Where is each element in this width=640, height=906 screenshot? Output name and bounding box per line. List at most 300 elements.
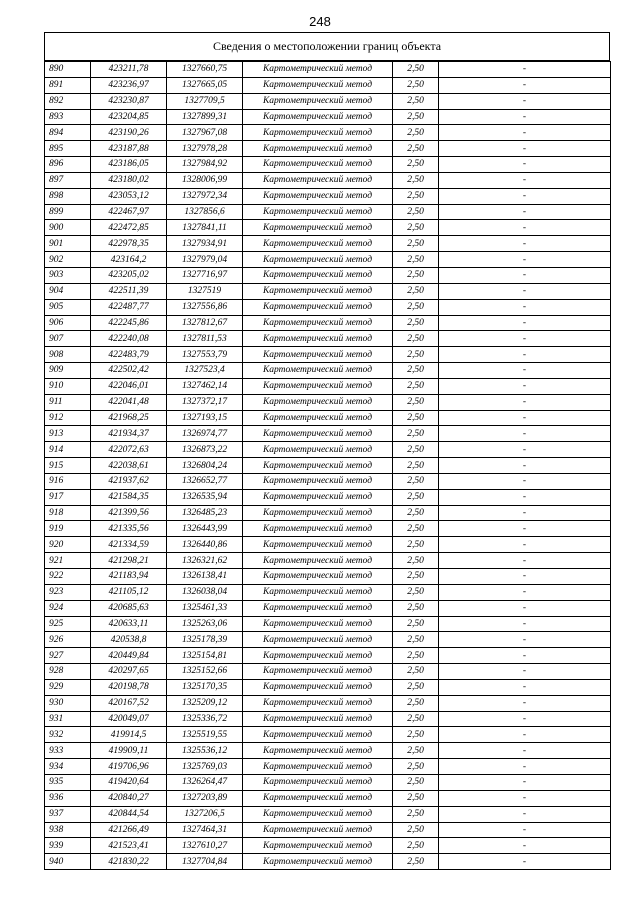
x-coordinate-cell: 420049,07 [91,711,167,727]
x-coordinate-cell: 423211,78 [91,62,167,78]
x-coordinate-cell: 421399,56 [91,505,167,521]
point-number-cell: 923 [45,584,91,600]
y-coordinate-cell: 1327372,17 [167,394,243,410]
method-cell: Картометрический метод [243,774,393,790]
y-coordinate-cell: 1326440,86 [167,537,243,553]
point-number-cell: 916 [45,473,91,489]
y-coordinate-cell: 1326485,23 [167,505,243,521]
description-cell: - [439,838,611,854]
description-cell: - [439,854,611,870]
point-number-cell: 933 [45,743,91,759]
x-coordinate-cell: 423190,26 [91,125,167,141]
y-coordinate-cell: 1327519 [167,283,243,299]
description-cell: - [439,584,611,600]
point-number-cell: 898 [45,188,91,204]
table-row [45,299,611,315]
accuracy-cell: 2,50 [393,806,439,822]
accuracy-cell: 2,50 [393,743,439,759]
accuracy-cell: 2,50 [393,267,439,283]
y-coordinate-cell: 1326038,04 [167,584,243,600]
table-row [45,822,611,838]
x-coordinate-cell: 420449,84 [91,648,167,664]
table-row [45,410,611,426]
description-cell: - [439,505,611,521]
y-coordinate-cell: 1326873,22 [167,442,243,458]
description-cell: - [439,616,611,632]
y-coordinate-cell: 1325461,33 [167,600,243,616]
method-cell: Картометрический метод [243,553,393,569]
description-cell: - [439,442,611,458]
method-cell: Картометрический метод [243,331,393,347]
table-row [45,664,611,680]
method-cell: Картометрический метод [243,695,393,711]
point-number-cell: 922 [45,569,91,585]
accuracy-cell: 2,50 [393,854,439,870]
table-row [45,347,611,363]
point-number-cell: 928 [45,664,91,680]
method-cell: Картометрический метод [243,125,393,141]
table-body [45,62,611,870]
y-coordinate-cell: 1327899,31 [167,109,243,125]
accuracy-cell: 2,50 [393,838,439,854]
accuracy-cell: 2,50 [393,252,439,268]
accuracy-cell: 2,50 [393,616,439,632]
y-coordinate-cell: 1327553,79 [167,347,243,363]
method-cell: Картометрический метод [243,410,393,426]
table-row [45,616,611,632]
method-cell: Картометрический метод [243,759,393,775]
table-row [45,774,611,790]
point-number-cell: 927 [45,648,91,664]
y-coordinate-cell: 1327856,6 [167,204,243,220]
table-row [45,473,611,489]
x-coordinate-cell: 423204,85 [91,109,167,125]
x-coordinate-cell: 420633,11 [91,616,167,632]
point-number-cell: 940 [45,854,91,870]
table-row [45,743,611,759]
boundary-coordinates-table [44,61,611,870]
point-number-cell: 905 [45,299,91,315]
table-row [45,442,611,458]
point-number-cell: 892 [45,93,91,109]
table-row [45,141,611,157]
method-cell: Картометрический метод [243,489,393,505]
y-coordinate-cell: 1326443,99 [167,521,243,537]
method-cell: Картометрический метод [243,600,393,616]
description-cell: - [439,426,611,442]
accuracy-cell: 2,50 [393,299,439,315]
table-row [45,77,611,93]
x-coordinate-cell: 423230,87 [91,93,167,109]
method-cell: Картометрический метод [243,378,393,394]
y-coordinate-cell: 1327462,14 [167,378,243,394]
method-cell: Картометрический метод [243,727,393,743]
accuracy-cell: 2,50 [393,442,439,458]
description-cell: - [439,172,611,188]
point-number-cell: 918 [45,505,91,521]
table-row [45,489,611,505]
method-cell: Картометрический метод [243,204,393,220]
table-row [45,727,611,743]
y-coordinate-cell: 1325209,12 [167,695,243,711]
table-row [45,679,611,695]
accuracy-cell: 2,50 [393,363,439,379]
x-coordinate-cell: 423236,97 [91,77,167,93]
method-cell: Картометрический метод [243,109,393,125]
method-cell: Картометрический метод [243,426,393,442]
accuracy-cell: 2,50 [393,172,439,188]
x-coordinate-cell: 421334,59 [91,537,167,553]
point-number-cell: 907 [45,331,91,347]
table-row [45,331,611,347]
method-cell: Картометрический метод [243,569,393,585]
accuracy-cell: 2,50 [393,426,439,442]
method-cell: Картометрический метод [243,220,393,236]
accuracy-cell: 2,50 [393,759,439,775]
x-coordinate-cell: 419914,5 [91,727,167,743]
description-cell: - [439,252,611,268]
method-cell: Картометрический метод [243,252,393,268]
table-row [45,220,611,236]
description-cell: - [439,458,611,474]
accuracy-cell: 2,50 [393,648,439,664]
accuracy-cell: 2,50 [393,679,439,695]
x-coordinate-cell: 422046,01 [91,378,167,394]
y-coordinate-cell: 1327984,92 [167,157,243,173]
description-cell: - [439,125,611,141]
x-coordinate-cell: 422483,79 [91,347,167,363]
x-coordinate-cell: 420844,54 [91,806,167,822]
accuracy-cell: 2,50 [393,204,439,220]
table-row [45,125,611,141]
method-cell: Картометрический метод [243,157,393,173]
method-cell: Картометрический метод [243,711,393,727]
method-cell: Картометрический метод [243,347,393,363]
description-cell: - [439,822,611,838]
table-row [45,648,611,664]
method-cell: Картометрический метод [243,664,393,680]
y-coordinate-cell: 1326535,94 [167,489,243,505]
accuracy-cell: 2,50 [393,315,439,331]
point-number-cell: 906 [45,315,91,331]
table-row [45,204,611,220]
accuracy-cell: 2,50 [393,188,439,204]
y-coordinate-cell: 1326264,47 [167,774,243,790]
accuracy-cell: 2,50 [393,695,439,711]
description-cell: - [439,394,611,410]
description-cell: - [439,157,611,173]
accuracy-cell: 2,50 [393,790,439,806]
y-coordinate-cell: 1327716,97 [167,267,243,283]
point-number-cell: 896 [45,157,91,173]
accuracy-cell: 2,50 [393,236,439,252]
accuracy-cell: 2,50 [393,537,439,553]
y-coordinate-cell: 1327934,91 [167,236,243,252]
point-number-cell: 912 [45,410,91,426]
x-coordinate-cell: 422072,63 [91,442,167,458]
table-row [45,236,611,252]
table-row [45,109,611,125]
point-number-cell: 900 [45,220,91,236]
method-cell: Картометрический метод [243,299,393,315]
table-title: Сведения о местоположении границ объекта [44,32,610,61]
description-cell: - [439,315,611,331]
method-cell: Картометрический метод [243,62,393,78]
point-number-cell: 921 [45,553,91,569]
accuracy-cell: 2,50 [393,125,439,141]
x-coordinate-cell: 423180,02 [91,172,167,188]
table-row [45,838,611,854]
description-cell: - [439,141,611,157]
description-cell: - [439,632,611,648]
accuracy-cell: 2,50 [393,473,439,489]
method-cell: Картометрический метод [243,790,393,806]
y-coordinate-cell: 1325152,66 [167,664,243,680]
y-coordinate-cell: 1327967,08 [167,125,243,141]
y-coordinate-cell: 1327556,86 [167,299,243,315]
description-cell: - [439,774,611,790]
accuracy-cell: 2,50 [393,141,439,157]
point-number-cell: 899 [45,204,91,220]
table-row [45,521,611,537]
y-coordinate-cell: 1327610,27 [167,838,243,854]
y-coordinate-cell: 1326804,24 [167,458,243,474]
x-coordinate-cell: 422038,61 [91,458,167,474]
point-number-cell: 936 [45,790,91,806]
method-cell: Картометрический метод [243,473,393,489]
point-number-cell: 913 [45,426,91,442]
y-coordinate-cell: 1327812,67 [167,315,243,331]
description-cell: - [439,537,611,553]
table-row [45,806,611,822]
accuracy-cell: 2,50 [393,93,439,109]
y-coordinate-cell: 1326974,77 [167,426,243,442]
y-coordinate-cell: 1327464,31 [167,822,243,838]
accuracy-cell: 2,50 [393,109,439,125]
y-coordinate-cell: 1327665,05 [167,77,243,93]
method-cell: Картометрический метод [243,537,393,553]
description-cell: - [439,331,611,347]
x-coordinate-cell: 422041,48 [91,394,167,410]
description-cell: - [439,283,611,299]
x-coordinate-cell: 423164,2 [91,252,167,268]
description-cell: - [439,695,611,711]
description-cell: - [439,347,611,363]
description-cell: - [439,62,611,78]
table-row [45,695,611,711]
method-cell: Картометрический метод [243,838,393,854]
method-cell: Картометрический метод [243,584,393,600]
x-coordinate-cell: 421105,12 [91,584,167,600]
description-cell: - [439,473,611,489]
table-row [45,378,611,394]
description-cell: - [439,664,611,680]
accuracy-cell: 2,50 [393,220,439,236]
accuracy-cell: 2,50 [393,331,439,347]
x-coordinate-cell: 422240,08 [91,331,167,347]
point-number-cell: 917 [45,489,91,505]
accuracy-cell: 2,50 [393,410,439,426]
table-row [45,711,611,727]
x-coordinate-cell: 420685,63 [91,600,167,616]
description-cell: - [439,727,611,743]
point-number-cell: 932 [45,727,91,743]
y-coordinate-cell: 1327193,15 [167,410,243,426]
point-number-cell: 925 [45,616,91,632]
description-cell: - [439,299,611,315]
y-coordinate-cell: 1327709,5 [167,93,243,109]
description-cell: - [439,521,611,537]
table-row [45,505,611,521]
accuracy-cell: 2,50 [393,664,439,680]
y-coordinate-cell: 1327841,11 [167,220,243,236]
table-row [45,93,611,109]
x-coordinate-cell: 420840,27 [91,790,167,806]
y-coordinate-cell: 1327523,4 [167,363,243,379]
x-coordinate-cell: 422487,77 [91,299,167,315]
description-cell: - [439,600,611,616]
x-coordinate-cell: 423053,12 [91,188,167,204]
point-number-cell: 897 [45,172,91,188]
table-row [45,315,611,331]
method-cell: Картометрический метод [243,822,393,838]
description-cell: - [439,711,611,727]
x-coordinate-cell: 421335,56 [91,521,167,537]
method-cell: Картометрический метод [243,172,393,188]
y-coordinate-cell: 1325178,39 [167,632,243,648]
accuracy-cell: 2,50 [393,394,439,410]
y-coordinate-cell: 1327811,53 [167,331,243,347]
point-number-cell: 938 [45,822,91,838]
accuracy-cell: 2,50 [393,711,439,727]
y-coordinate-cell: 1327203,89 [167,790,243,806]
accuracy-cell: 2,50 [393,521,439,537]
point-number-cell: 895 [45,141,91,157]
description-cell: - [439,93,611,109]
table-row [45,759,611,775]
point-number-cell: 937 [45,806,91,822]
description-cell: - [439,220,611,236]
table-row [45,172,611,188]
x-coordinate-cell: 423186,05 [91,157,167,173]
table-row [45,426,611,442]
x-coordinate-cell: 421298,21 [91,553,167,569]
x-coordinate-cell: 421523,41 [91,838,167,854]
accuracy-cell: 2,50 [393,378,439,394]
method-cell: Картометрический метод [243,458,393,474]
method-cell: Картометрический метод [243,632,393,648]
x-coordinate-cell: 422511,39 [91,283,167,299]
y-coordinate-cell: 1325519,55 [167,727,243,743]
description-cell: - [439,679,611,695]
x-coordinate-cell: 419420,64 [91,774,167,790]
table-row [45,537,611,553]
y-coordinate-cell: 1327978,28 [167,141,243,157]
y-coordinate-cell: 1327704,84 [167,854,243,870]
accuracy-cell: 2,50 [393,632,439,648]
x-coordinate-cell: 419909,11 [91,743,167,759]
point-number-cell: 914 [45,442,91,458]
point-number-cell: 911 [45,394,91,410]
x-coordinate-cell: 421584,35 [91,489,167,505]
method-cell: Картометрический метод [243,283,393,299]
point-number-cell: 929 [45,679,91,695]
method-cell: Картометрический метод [243,743,393,759]
method-cell: Картометрический метод [243,93,393,109]
method-cell: Картометрический метод [243,442,393,458]
y-coordinate-cell: 1325536,12 [167,743,243,759]
x-coordinate-cell: 421266,49 [91,822,167,838]
accuracy-cell: 2,50 [393,283,439,299]
method-cell: Картометрический метод [243,521,393,537]
y-coordinate-cell: 1325336,72 [167,711,243,727]
point-number-cell: 934 [45,759,91,775]
point-number-cell: 930 [45,695,91,711]
description-cell: - [439,236,611,252]
y-coordinate-cell: 1327979,04 [167,252,243,268]
method-cell: Картометрический метод [243,236,393,252]
description-cell: - [439,759,611,775]
y-coordinate-cell: 1325769,03 [167,759,243,775]
table-row [45,600,611,616]
x-coordinate-cell: 421968,25 [91,410,167,426]
accuracy-cell: 2,50 [393,347,439,363]
point-number-cell: 926 [45,632,91,648]
description-cell: - [439,77,611,93]
table-row [45,267,611,283]
x-coordinate-cell: 420538,8 [91,632,167,648]
description-cell: - [439,489,611,505]
description-cell: - [439,806,611,822]
x-coordinate-cell: 422245,86 [91,315,167,331]
accuracy-cell: 2,50 [393,157,439,173]
point-number-cell: 919 [45,521,91,537]
description-cell: - [439,553,611,569]
x-coordinate-cell: 422472,85 [91,220,167,236]
description-cell: - [439,363,611,379]
table-row [45,458,611,474]
point-number-cell: 903 [45,267,91,283]
description-cell: - [439,378,611,394]
x-coordinate-cell: 421183,94 [91,569,167,585]
table-row [45,283,611,299]
point-number-cell: 902 [45,252,91,268]
y-coordinate-cell: 1326652,77 [167,473,243,489]
description-cell: - [439,267,611,283]
point-number-cell: 909 [45,363,91,379]
y-coordinate-cell: 1327206,5 [167,806,243,822]
point-number-cell: 908 [45,347,91,363]
accuracy-cell: 2,50 [393,584,439,600]
method-cell: Картометрический метод [243,363,393,379]
x-coordinate-cell: 423187,88 [91,141,167,157]
table-row [45,363,611,379]
point-number-cell: 910 [45,378,91,394]
x-coordinate-cell: 422467,97 [91,204,167,220]
y-coordinate-cell: 1325263,06 [167,616,243,632]
accuracy-cell: 2,50 [393,505,439,521]
description-cell: - [439,648,611,664]
description-cell: - [439,204,611,220]
method-cell: Картометрический метод [243,267,393,283]
table-row [45,157,611,173]
method-cell: Картометрический метод [243,188,393,204]
point-number-cell: 890 [45,62,91,78]
y-coordinate-cell: 1326138,41 [167,569,243,585]
x-coordinate-cell: 419706,96 [91,759,167,775]
table-row [45,569,611,585]
method-cell: Картометрический метод [243,77,393,93]
